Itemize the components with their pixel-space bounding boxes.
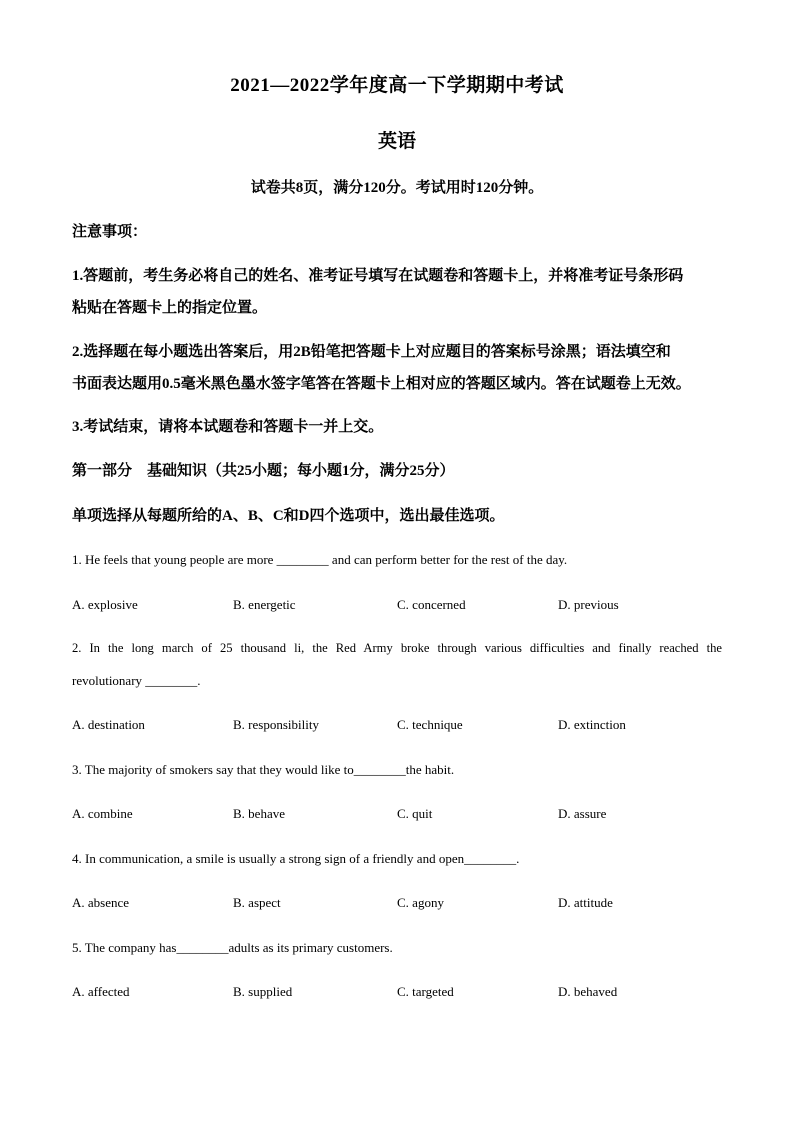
question-4-option-a: A. absence [72, 895, 130, 910]
question-5-option-d: D. behaved [558, 984, 618, 999]
section-instruction: 单项选择从每题所给的A、B、C和D四个选项中，选出最佳选项。 [72, 508, 505, 524]
question-3-option-a: A. combine [72, 806, 133, 821]
question-5-option-c: C. targeted [397, 984, 454, 999]
notes-heading: 注意事项： [72, 224, 148, 240]
question-5-option-b: B. supplied [233, 984, 293, 999]
question-3-option-b: B. behave [233, 806, 285, 821]
note-3: 3.考试结束，请将本试题卷和答题卡一并上交。 [72, 419, 384, 435]
question-4-stem: 4. In communication, a smile is usually a strong sign of a friendly and open________. [72, 851, 520, 866]
question-3-option-d: D. assure [558, 806, 607, 821]
note-1-line-2: 粘贴在答题卡上的指定位置。 [72, 300, 268, 316]
question-4-option-c: C. agony [397, 895, 444, 910]
note-2-line-2: 书面表达题用0.5毫米黑色墨水签字笔答在答题卡上相对应的答题区域内。答在试题卷上无效。 [72, 376, 691, 392]
exam-info: 试卷共8页，满分120分。考试用时120分钟。 [250, 180, 544, 196]
question-2-option-c: C. technique [397, 717, 463, 732]
subject-title: 英语 [377, 131, 416, 152]
question-1-option-a: A. explosive [72, 597, 138, 612]
question-1-option-c: C. concerned [397, 597, 466, 612]
question-2-option-a: A. destination [72, 717, 145, 732]
question-2-option-b: B. responsibility [233, 717, 319, 732]
question-1-option-d: D. previous [558, 597, 619, 612]
question-3-stem: 3. The majority of smokers say that they would like to________the habit. [72, 762, 455, 777]
question-3-option-c: C. quit [397, 806, 433, 821]
question-2-stem-line-2: revolutionary ________. [72, 673, 201, 688]
question-1-stem: 1. He feels that young people are more ________ and can perform better for the rest of the day. [72, 552, 568, 567]
question-2-option-d: D. extinction [558, 717, 626, 732]
question-1-option-b: B. energetic [233, 597, 296, 612]
question-5-option-a: A. affected [72, 984, 130, 999]
question-4-option-d: D. attitude [558, 895, 613, 910]
question-5-stem: 5. The company has________adults as its primary customers. [72, 940, 393, 955]
exam-title: 2021—2022学年度高一下学期期中考试 [230, 75, 564, 96]
note-2-line-1: 2.选择题在每小题选出答案后，用2B铅笔把答题卡上对应题目的答案标号涂黑；语法填空和 [72, 344, 671, 360]
question-4-option-b: B. aspect [233, 895, 281, 910]
question-2-stem-line-1: 2. In the long march of 25 thousand li, the Red Army broke through various difficulties and finally reached the [72, 641, 722, 655]
note-1-line-1: 1.答题前，考生务必将自己的姓名、准考证号填写在试题卷和答题卡上，并将准考证号条形码 [72, 268, 684, 284]
section-title: 第一部分 基础知识（共25小题；每小题1分，满分25分） [72, 463, 455, 479]
